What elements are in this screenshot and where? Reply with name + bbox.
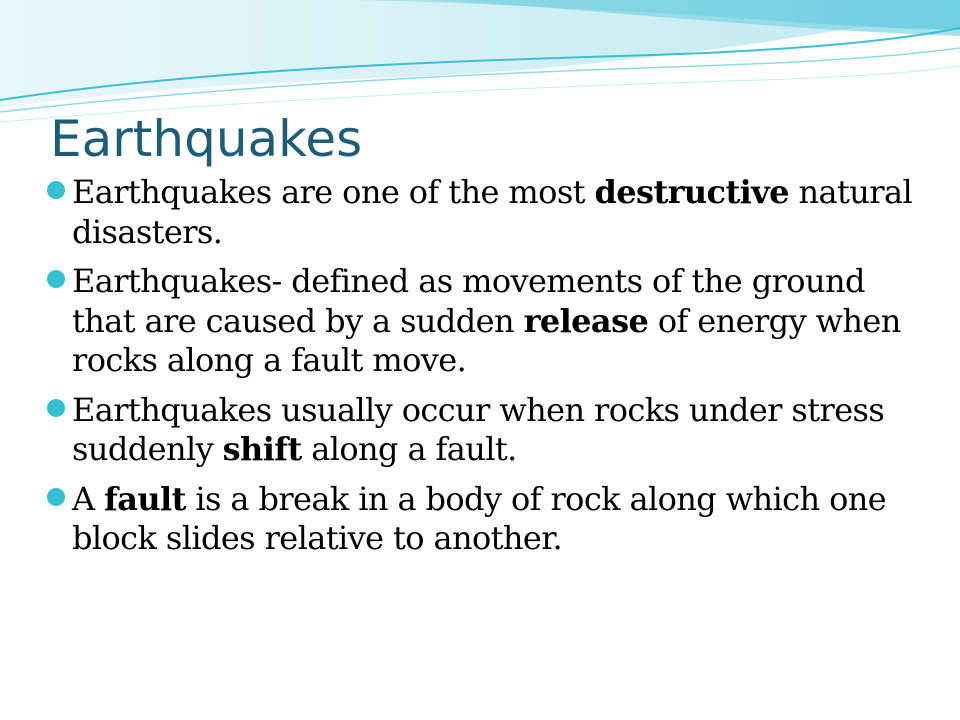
bullet-item (44, 173, 934, 252)
bullet-dot-icon (47, 270, 65, 288)
bullet-item (44, 391, 934, 470)
bullet-text: natural disasters. (72, 173, 913, 251)
bullet-item (44, 262, 934, 381)
bullet-text: Earthquakes are one of the most (72, 173, 595, 211)
bullet-text: is a break in a body of rock along which one block slides relative to another. (72, 479, 887, 557)
bullet-bold-term: fault (104, 479, 186, 518)
bullet-text: along a fault. (301, 430, 517, 468)
bullet-text: A (72, 479, 105, 518)
bullet-bold-term: destructive (594, 173, 789, 211)
bullet-dot-icon (47, 399, 65, 417)
bullet-bold-term: shift (222, 430, 302, 468)
bullet-text: Earthquakes usually occur when rocks under stress suddenly (72, 390, 885, 468)
bullet-text: Earthquakes- defined as movements of the ground that are caused by a sudden (72, 262, 865, 340)
bullet-dot-icon (47, 488, 65, 506)
bullet-list (44, 173, 934, 569)
slide-title: Earthquakes (50, 110, 363, 168)
bullet-dot-icon (47, 181, 65, 199)
bullet-text: of energy when rocks along a fault move. (72, 301, 901, 379)
bullet-item (44, 480, 934, 559)
bullet-bold-term: release (523, 301, 649, 340)
